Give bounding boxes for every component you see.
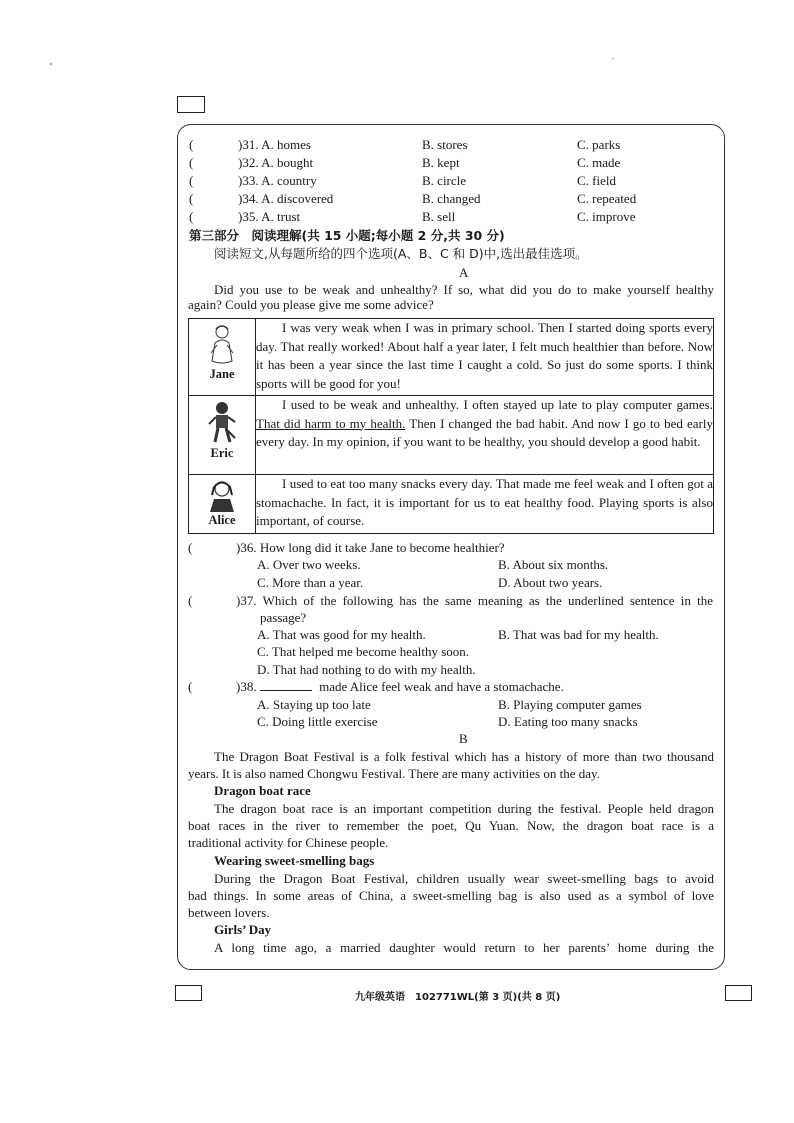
paragraph: between lovers.: [188, 905, 270, 920]
person-name: Eric: [210, 446, 234, 460]
question-38-option: D. Eating too many snacks: [498, 714, 638, 729]
section-instruction: 阅读短文,从每题所给的四个选项(A、B、C 和 D)中,选出最佳选项。: [214, 246, 588, 261]
option-a: )35. A. trust: [238, 209, 301, 224]
option-c: C. repeated: [577, 191, 637, 206]
heading-sweet-smelling-bags: Wearing sweet-smelling bags: [214, 853, 375, 868]
top-left-box: [177, 96, 205, 113]
option-b: B. kept: [422, 155, 460, 170]
question-37-option: A. That was good for my health.: [257, 627, 426, 642]
jane-figure-icon: [205, 323, 239, 367]
question-36-option: C. More than a year.: [257, 575, 364, 590]
advice-text: I was very weak when I was in primary school. Then I started doing sports every day. That really worked! About half a year later, I felt much healthier than before. Now it has been a year since the last time I caught a cold. So just do some sports. I think sports will be good for you!: [256, 320, 713, 391]
paragraph: bad things. In some areas of China, a sweet-smelling bag is also used as a symbol of love: [188, 888, 714, 903]
paragraph: During the Dragon Boat Festival, children usually wear sweet-smelling bags to avoid: [214, 871, 714, 886]
question-36-option: B. About six months.: [498, 557, 609, 572]
advice-text: I used to eat too many snacks every day. That made me feel weak and I often got a stomachache. In fact, it is important for us to eat healthy food. Playing sports is also important, of course.: [256, 476, 713, 528]
paragraph: A long time ago, a married daughter would return to her parents’ home during the: [214, 940, 714, 955]
option-c: C. improve: [577, 209, 636, 224]
question-38-option: B. Playing computer games: [498, 697, 642, 712]
paragraph: The dragon boat race is an important competition during the festival. People held dragon: [214, 801, 714, 816]
advice-text-before: I used to be weak and unhealthy. I often stayed up late to play computer games.: [282, 397, 713, 412]
advice-text-after: Then I changed the bad habit. And now I go to bed early every day. In my opinion, if you want to be healthy, you should develop a good habit.: [256, 415, 713, 449]
option-a: )34. A. discovered: [238, 191, 334, 206]
alice-cell: [189, 475, 256, 534]
eric-cell: [189, 396, 256, 475]
option-b: B. sell: [422, 209, 456, 224]
bottom-left-box: [175, 985, 202, 1001]
question-37-stem: passage?: [260, 610, 307, 625]
eric-figure-icon: [205, 400, 239, 446]
underlined-sentence: That did harm to my health.: [256, 415, 406, 431]
question-36-option: D. About two years.: [498, 575, 603, 590]
question-38-stem: [236, 679, 564, 695]
scan-mark: [50, 63, 52, 65]
eric-text-cell: [256, 396, 714, 475]
option-c: C. parks: [577, 137, 621, 152]
question-38-number: )38.: [236, 679, 257, 694]
question-36-option: A. Over two weeks.: [257, 557, 361, 572]
question-36-stem: )36. How long did it take Jane to become healthier?: [236, 540, 505, 555]
table-row: [189, 319, 714, 396]
paren: (: [189, 137, 194, 152]
paren: (: [189, 191, 194, 206]
option-c: C. made: [577, 155, 621, 170]
section-title: 第三部分 阅读理解(共 15 小题;每小题 2 分,共 30 分): [189, 228, 505, 243]
question-38-text: made Alice feel weak and have a stomachache.: [319, 679, 564, 694]
answer-blank: [260, 679, 312, 691]
person-name: Alice: [208, 513, 236, 527]
paren: (: [189, 173, 194, 188]
question-38-option: A. Staying up too late: [257, 697, 371, 712]
question-37-option: B. That was bad for my health.: [498, 627, 659, 642]
question-37-stem: )37. Which of the following has the same meaning as the underlined sentence in the: [236, 593, 713, 608]
heading-dragon-boat-race: Dragon boat race: [214, 783, 311, 798]
option-c: C. field: [577, 173, 616, 188]
passage-a-question: Did you use to be weak and unhealthy? If so, what did you do to make yourself healthy: [214, 282, 714, 297]
passage-a-label: A: [459, 265, 469, 280]
paren: (: [188, 593, 193, 608]
paren: (: [189, 155, 194, 170]
option-b: B. circle: [422, 173, 467, 188]
passage-a-question: again? Could you please give me some advice?: [188, 297, 434, 312]
jane-cell: [189, 319, 256, 396]
question-38-option: C. Doing little exercise: [257, 714, 378, 729]
option-b: B. changed: [422, 191, 481, 206]
option-a: )31. A. homes: [238, 137, 311, 152]
scan-mark: [612, 58, 614, 59]
advice-text: [256, 396, 713, 452]
option-a: )33. A. country: [238, 173, 317, 188]
passage-b-label: B: [459, 731, 468, 746]
alice-figure-icon: [205, 479, 239, 513]
option-a: )32. A. bought: [238, 155, 314, 170]
passage-b-intro: The Dragon Boat Festival is a folk festival which has a history of more than two thousand: [214, 749, 714, 764]
page-footer: 九年级英语 102771WL(第 3 页)(共 8 页): [355, 992, 561, 1003]
advice-table: [188, 318, 714, 534]
table-row: [189, 396, 714, 475]
passage-b-intro: years. It is also named Chongwu Festival. There are many activities on the day.: [188, 766, 600, 781]
table-row: [189, 475, 714, 534]
question-37-option: D. That had nothing to do with my health.: [257, 662, 476, 677]
paren: (: [188, 540, 193, 555]
person-name: Jane: [209, 367, 235, 381]
heading-girls-day: Girls’ Day: [214, 922, 272, 937]
alice-text-cell: [256, 475, 714, 534]
bottom-right-box: [725, 985, 752, 1001]
jane-text-cell: [256, 319, 714, 396]
paragraph: traditional activity for Chinese people.: [188, 835, 389, 850]
paragraph: boat races in the river to remember the poet, Qu Yuan. Now, the dragon boat race is a: [188, 818, 714, 833]
paren: (: [189, 209, 194, 224]
option-b: B. stores: [422, 137, 468, 152]
question-37-option: C. That helped me become healthy soon.: [257, 644, 470, 659]
paren: (: [188, 679, 193, 694]
